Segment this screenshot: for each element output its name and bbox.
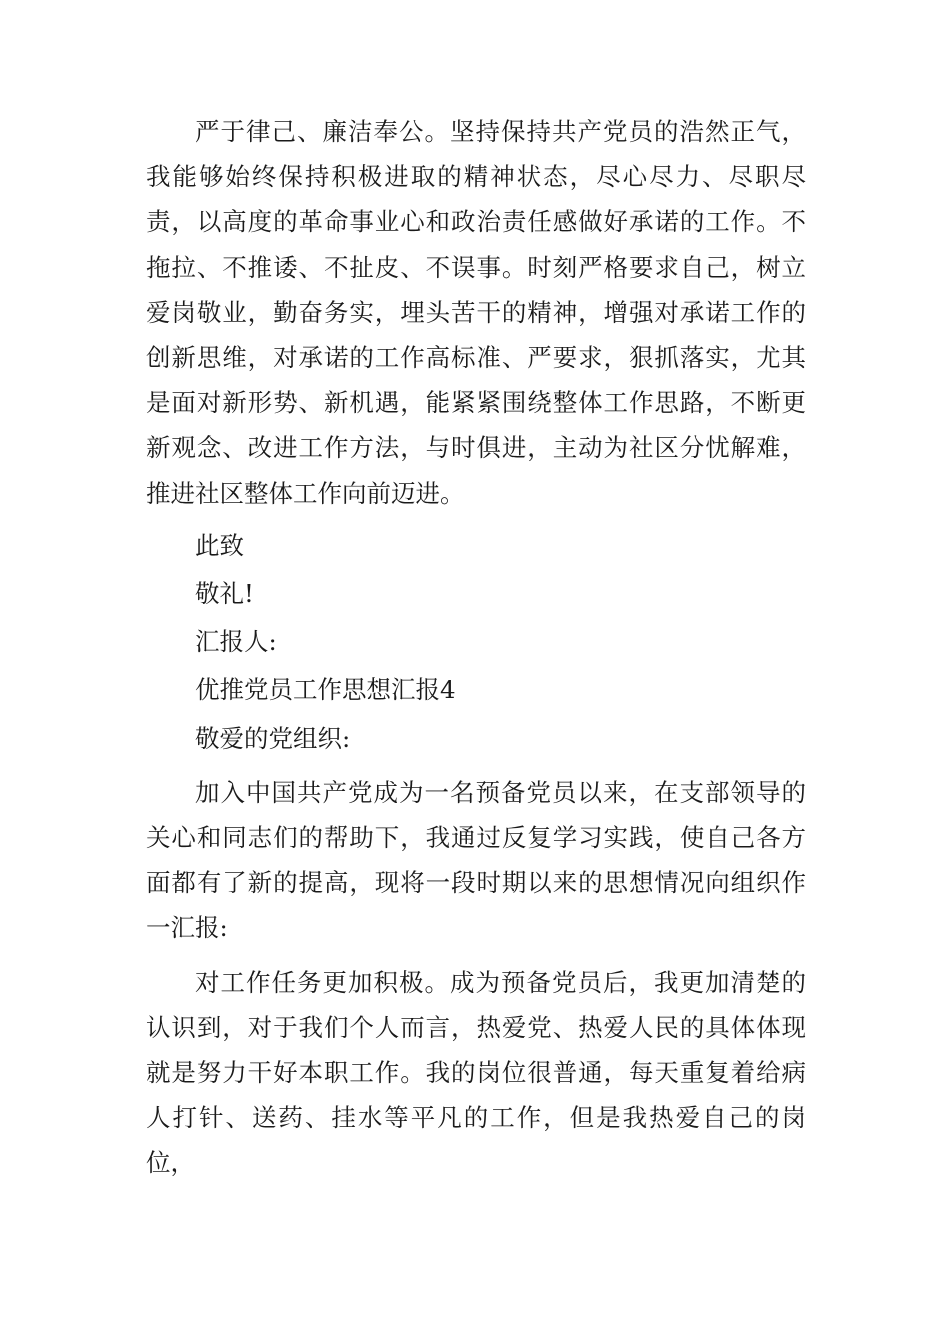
body-paragraph: 加入中国共产党成为一名预备党员以来，在支部领导的关心和同志们的帮助下，我通过反复学习实践，使自己各方面都有了新的提高，现将一段时期以来的思想情况向组织作一汇报:: [146, 777, 806, 943]
body-paragraph: 严于律己、廉洁奉公。坚持保持共产党员的浩然正气，我能够始终保持积极进取的精神状态，尽心尽力、尽职尽责，以高度的革命事业心和政治责任感做好承诺的工作。不拖拉、不推诿、不扯皮、不误事。时刻严格要求自己，树立爱岗敬业，勤奋务实，埋头苦干的精神，增强对承诺工作的创新思维，对承诺的工作高标准、严要求，狠抓落实，尤其是面对新形势、新机遇，能紧紧围绕整体工作思路，不断更新观念、改进工作方法，与时俱进，主动为社区分忧解难，推进社区整体工作向前迈进。: [146, 117, 806, 508]
section-title: 优推党员工作思想汇报4: [195, 675, 456, 705]
closing-line: 此致: [195, 530, 244, 560]
closing-line: 敬礼!: [195, 579, 254, 609]
salutation: 敬爱的党组织:: [195, 723, 351, 753]
body-paragraph: 对工作任务更加积极。成为预备党员后，我更加清楚的认识到，对于我们个人而言，热爱党、热爱人民的具体体现就是努力干好本职工作。我的岗位很普通，每天重复着给病人打针、送药、挂水等平凡的工作，但是我热爱自己的岗位，: [146, 967, 806, 1178]
document-page: [146, 109, 806, 1186]
signature-label: 汇报人:: [195, 627, 277, 657]
